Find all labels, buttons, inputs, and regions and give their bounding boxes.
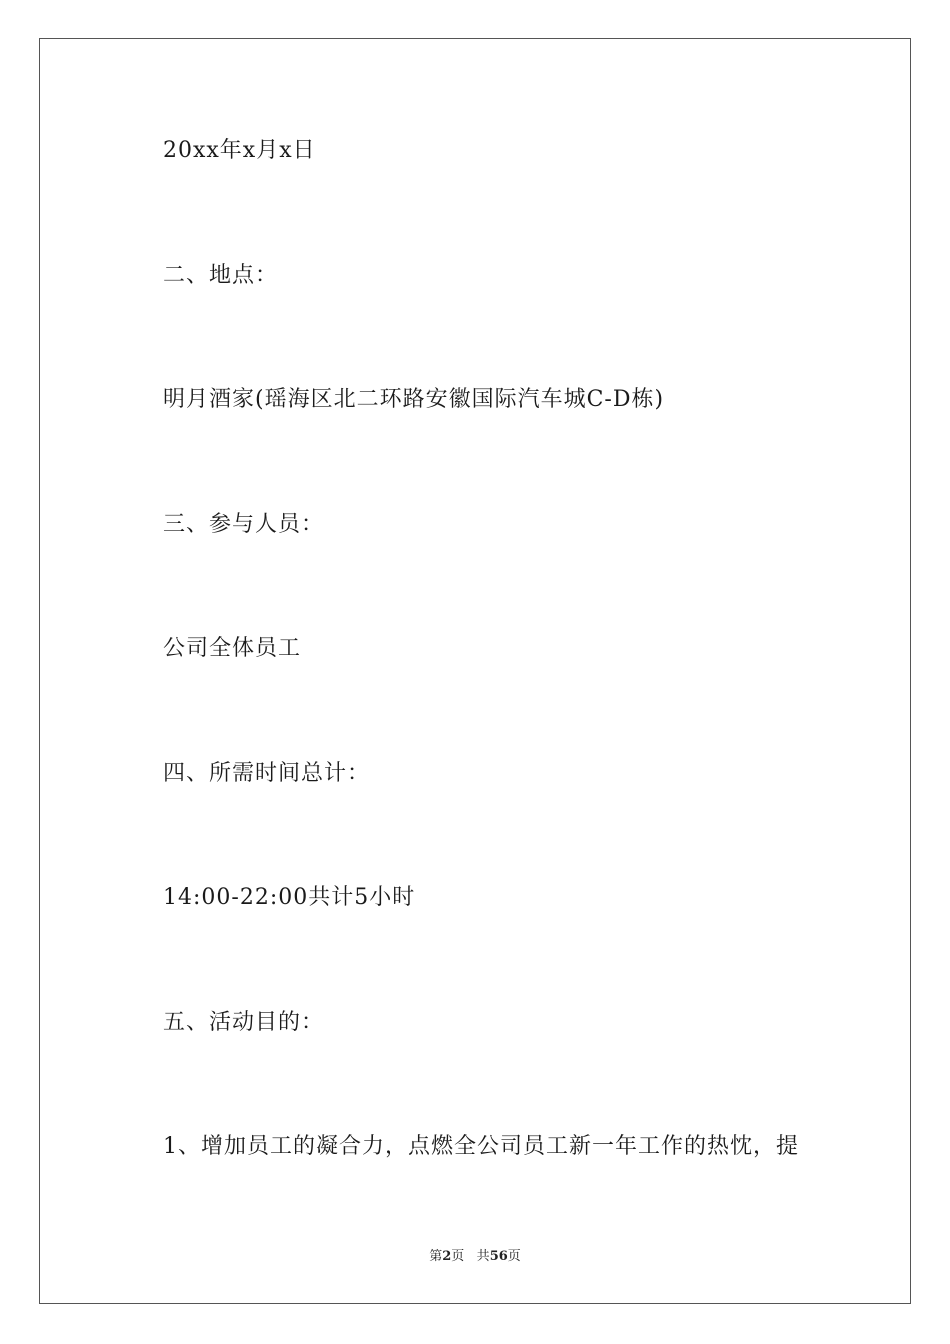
- footer-total-pages: 56: [489, 1249, 508, 1264]
- page-footer: [0, 1248, 950, 1266]
- section-heading-location: 二、地点：: [163, 263, 279, 288]
- footer-page-suffix: 页: [451, 1249, 465, 1264]
- date-line: 20xx年x月x日: [163, 138, 316, 163]
- section-heading-participants: 三、参与人员：: [163, 512, 325, 537]
- page-border: [39, 38, 911, 1304]
- footer-total-prefix: 共: [476, 1249, 490, 1264]
- section-heading-duration: 四、所需时间总计：: [163, 761, 371, 786]
- purpose-item-1: 1、增加员工的凝合力，点燃全公司员工新一年工作的热忱，提: [163, 1134, 799, 1159]
- footer-page-prefix: 第: [429, 1249, 443, 1264]
- footer-page-number: 2: [442, 1249, 452, 1264]
- duration-text: 14:00-22:00共计5小时: [163, 885, 416, 910]
- location-text: 明月酒家(瑶海区北二环路安徽国际汽车城C-D栋): [163, 387, 665, 412]
- section-heading-purpose: 五、活动目的：: [163, 1010, 325, 1035]
- participants-text: 公司全体员工: [163, 636, 302, 661]
- footer-total-suffix: 页: [507, 1249, 521, 1264]
